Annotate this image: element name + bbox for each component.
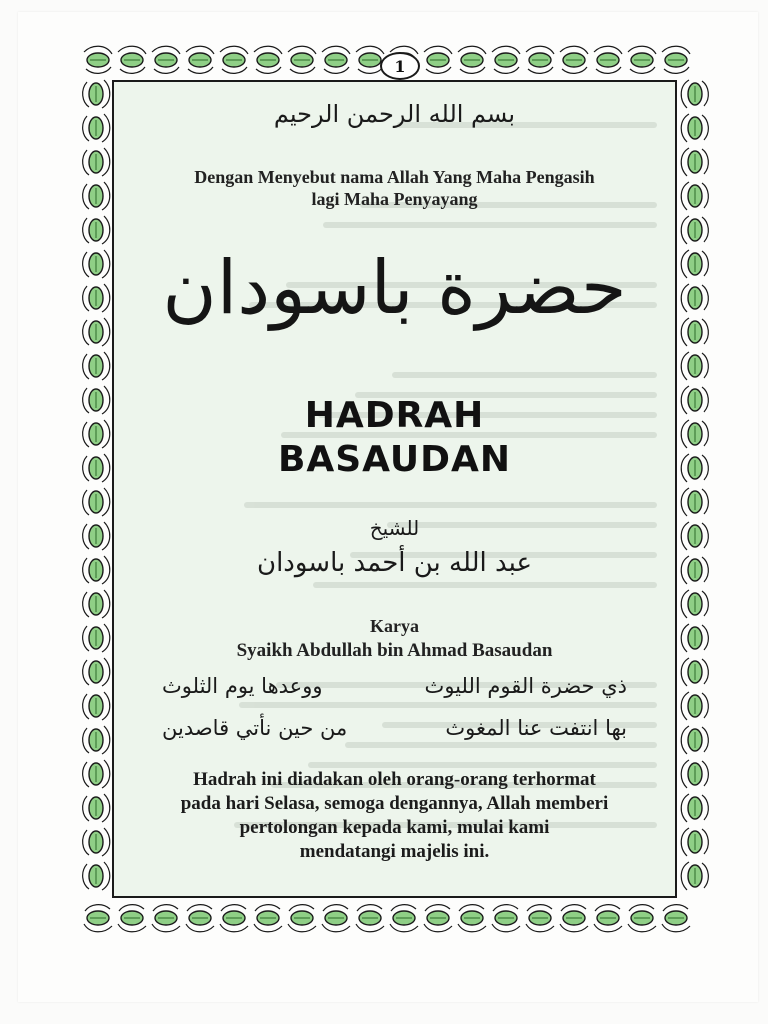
- floral-motif: [83, 182, 110, 210]
- latin-title-line-1: HADRAH: [304, 395, 485, 436]
- floral-motif: [681, 250, 708, 278]
- floral-motif: [83, 624, 110, 652]
- floral-motif: [254, 46, 282, 73]
- description-line-2: pada hari Selasa, semoga dengannya, Allah memberi: [180, 793, 609, 814]
- floral-motif: [458, 905, 486, 932]
- description-line-1: Hadrah ini diadakan oleh orang-orang terhormat: [193, 769, 596, 790]
- shaykh-label: للشيخ: [369, 516, 420, 540]
- floral-motif: [681, 828, 708, 856]
- verse-line-1: [162, 674, 627, 698]
- floral-motif: [681, 284, 708, 312]
- floral-motif: [83, 522, 110, 550]
- floral-motif: [220, 905, 248, 932]
- floral-motif: [83, 692, 110, 720]
- floral-motif: [681, 318, 708, 346]
- description-line-4: mendatangi majelis ini.: [299, 841, 490, 862]
- floral-motif: [186, 46, 214, 73]
- floral-motif: [662, 46, 690, 73]
- floral-motif: [681, 522, 708, 550]
- verse-1-second-hemistich: ووعدها يوم الثلوث: [162, 674, 323, 698]
- karya-label: Karya: [370, 616, 419, 636]
- floral-motif: [254, 905, 282, 932]
- floral-motif: [322, 905, 350, 932]
- floral-motif: [83, 386, 110, 414]
- floral-motif: [662, 905, 690, 932]
- floral-motif: [681, 454, 708, 482]
- intro-line-2: lagi Maha Penyayang: [311, 189, 478, 209]
- floral-motif: [681, 624, 708, 652]
- floral-motif: [83, 794, 110, 822]
- floral-motif: [83, 318, 110, 346]
- floral-motif: [390, 905, 418, 932]
- floral-motif: [560, 46, 588, 73]
- description-line-3: pertolongan kepada kami, mulai kami: [239, 817, 550, 838]
- floral-motif: [681, 692, 708, 720]
- floral-motif: [84, 905, 112, 932]
- intro-line-1: Dengan Menyebut nama Allah Yang Maha Pengasih: [194, 167, 595, 187]
- arabic-title-calligraphy: حضرة باسودان: [162, 245, 627, 331]
- floral-motif: [681, 590, 708, 618]
- floral-motif: [526, 46, 554, 73]
- page-content: [112, 80, 677, 898]
- floral-motif: [681, 216, 708, 244]
- intro-text: [132, 166, 657, 210]
- floral-motif: [83, 216, 110, 244]
- floral-motif: [322, 46, 350, 73]
- floral-motif: [84, 46, 112, 73]
- page-number: 1: [380, 52, 420, 80]
- floral-motif: [83, 148, 110, 176]
- floral-motif: [681, 148, 708, 176]
- floral-motif: [681, 386, 708, 414]
- floral-motif: [83, 760, 110, 788]
- floral-motif: [681, 420, 708, 448]
- floral-motif: [628, 46, 656, 73]
- floral-motif: [424, 905, 452, 932]
- floral-motif: [83, 556, 110, 584]
- verse-2-second-hemistich: من حين نأتي قاصدين: [162, 716, 348, 740]
- floral-motif: [288, 905, 316, 932]
- floral-motif: [681, 794, 708, 822]
- floral-motif: [83, 284, 110, 312]
- floral-motif: [458, 46, 486, 73]
- floral-motif: [628, 905, 656, 932]
- author-arabic: عبد الله بن أحمد باسودان: [256, 548, 533, 578]
- verse-1-first-hemistich: ذي حضرة القوم الليوث: [424, 674, 627, 698]
- floral-motif: [83, 726, 110, 754]
- floral-motif: [681, 556, 708, 584]
- floral-motif: [681, 488, 708, 516]
- floral-motif: [594, 905, 622, 932]
- floral-motif: [492, 905, 520, 932]
- floral-motif: [118, 905, 146, 932]
- floral-motif: [83, 352, 110, 380]
- floral-motif: [118, 46, 146, 73]
- floral-motif: [594, 46, 622, 73]
- floral-motif: [152, 46, 180, 73]
- floral-motif: [681, 658, 708, 686]
- floral-motif: [220, 46, 248, 73]
- verse-line-2: [162, 716, 627, 740]
- floral-motif: [681, 862, 708, 890]
- latin-title-line-2: BASAUDAN: [277, 439, 512, 480]
- floral-motif: [288, 46, 316, 73]
- floral-motif: [681, 726, 708, 754]
- floral-motif: [152, 905, 180, 932]
- floral-motif: [681, 114, 708, 142]
- floral-motif: [83, 828, 110, 856]
- floral-motif: [492, 46, 520, 73]
- floral-motif: [83, 488, 110, 516]
- floral-motif: [526, 905, 554, 932]
- floral-motif: [83, 80, 110, 108]
- floral-motif: [83, 250, 110, 278]
- basmala-calligraphy: بسم الله الرحمن الرحيم: [273, 100, 516, 128]
- floral-motif: [681, 182, 708, 210]
- floral-motif: [83, 658, 110, 686]
- floral-motif: [83, 454, 110, 482]
- floral-motif: [83, 420, 110, 448]
- floral-motif: [186, 905, 214, 932]
- description-text: [142, 768, 647, 864]
- floral-motif: [356, 905, 384, 932]
- floral-motif: [681, 80, 708, 108]
- floral-motif: [83, 114, 110, 142]
- floral-motif: [681, 760, 708, 788]
- latin-title: [112, 394, 677, 482]
- floral-motif: [560, 905, 588, 932]
- floral-motif: [424, 46, 452, 73]
- author-latin: Syaikh Abdullah bin Ahmad Basaudan: [236, 640, 553, 661]
- floral-motif: [681, 352, 708, 380]
- floral-motif: [83, 590, 110, 618]
- floral-motif: [83, 862, 110, 890]
- verse-2-first-hemistich: بها انتفت عنا المغوث: [445, 716, 627, 740]
